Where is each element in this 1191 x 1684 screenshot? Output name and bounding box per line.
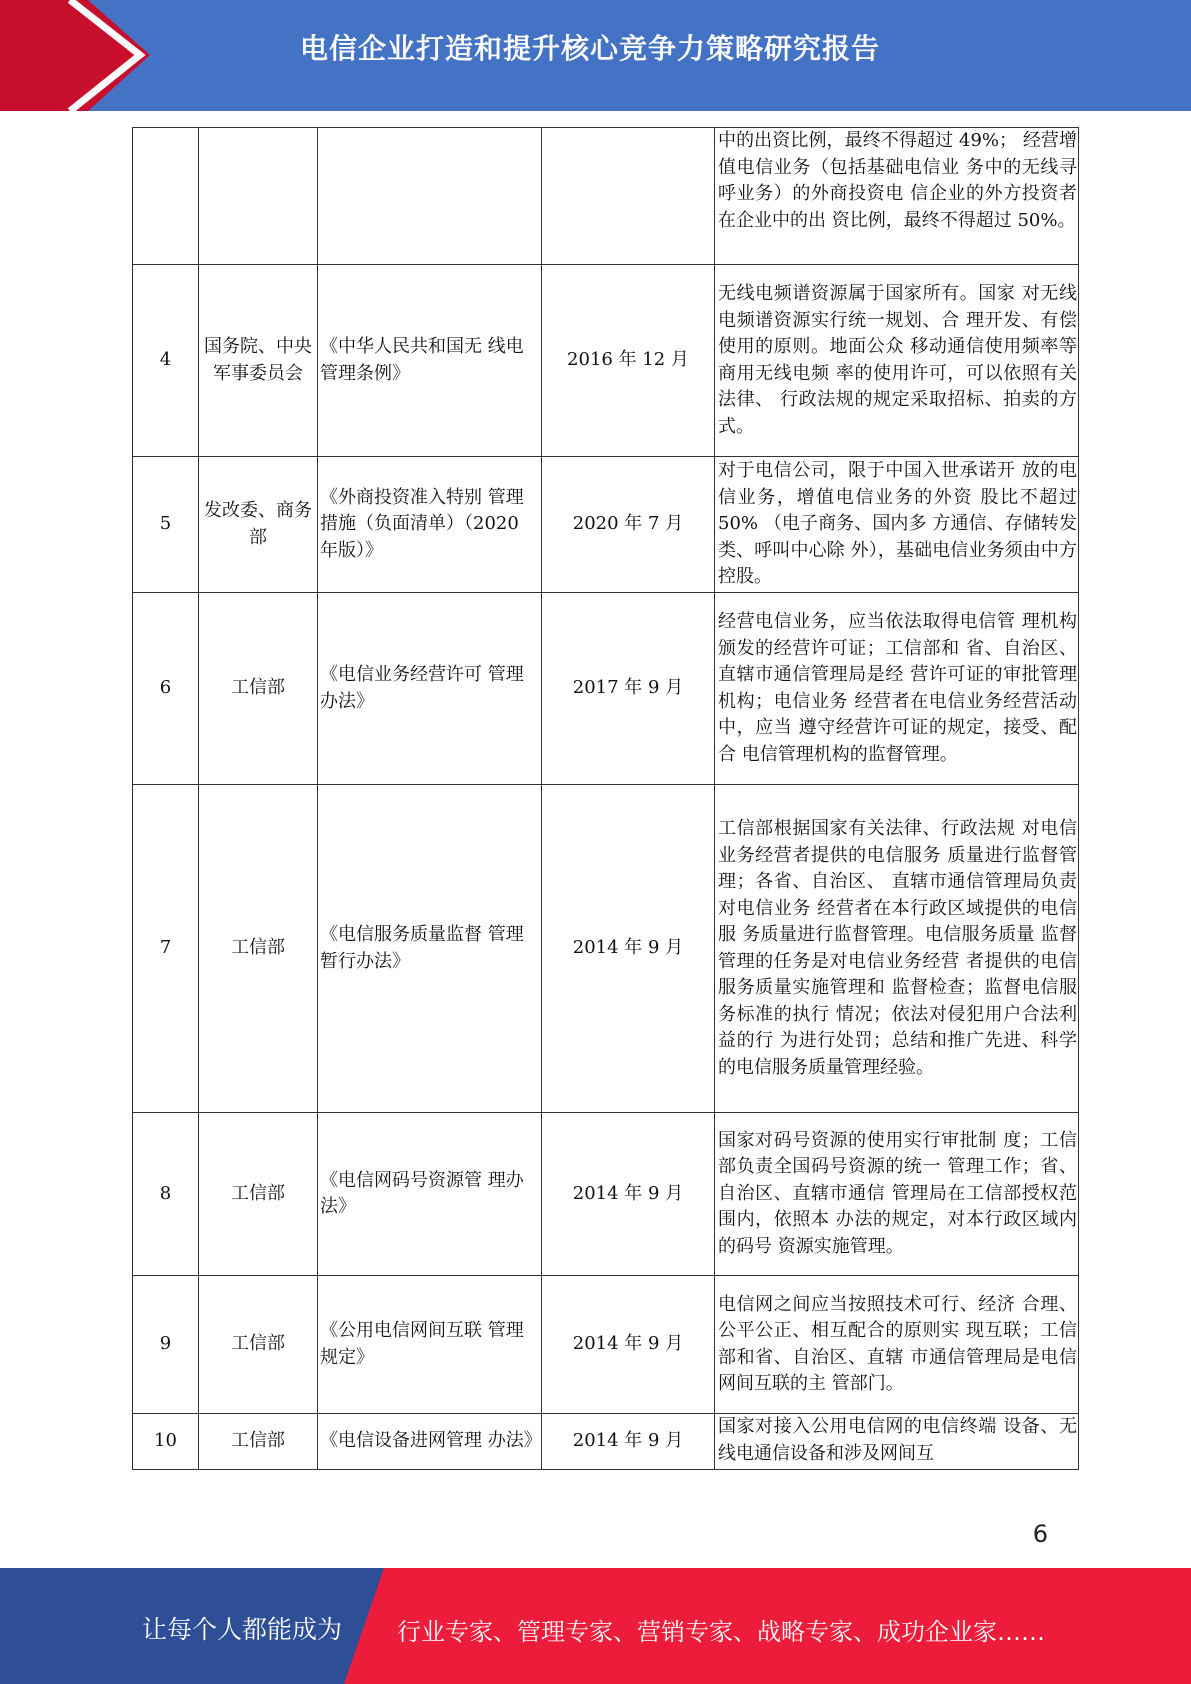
regulation-content-cell: 经营电信业务，应当依法取得电信管 理机构颁发的经营许可证；工信部和 省、自治区、直辖市通信管理局是经 营许可证的审批管理机构；电信业务 经营者在电信业务经营活动中，应当 遵守经营许可证的规定，接受、配合 电信管理机构的监督管理。 [715, 593, 1079, 785]
regulation-content-cell: 中的出资比例，最终不得超过 49%； 经营增值电信业务（包括基础电信业 务中的无线寻呼业务）的外商投资电 信企业的外方投资者在企业中的出 资比例，最终不得超过 50%。 [715, 128, 1079, 265]
row-number-cell: 10 [133, 1414, 199, 1470]
issue-date-cell: 2016 年 12 月 [542, 265, 715, 457]
issuing-organization-cell: 工信部 [199, 785, 318, 1113]
issue-date-cell: 2014 年 9 月 [542, 785, 715, 1113]
issuing-organization-cell: 工信部 [199, 1276, 318, 1414]
regulation-name-cell: 《电信网码号资源管 理办法》 [318, 1113, 542, 1276]
row-number-cell: 5 [133, 457, 199, 593]
regulation-content-cell: 对于电信公司，限于中国入世承诺开 放的电信业务，增值电信业务的外资 股比不超过 50% （电子商务、国内多 方通信、存储转发类、呼叫中心除 外），基础电信业务须由中方控股。 [715, 457, 1079, 593]
table-row [133, 1414, 1079, 1470]
page-header [0, 0, 1191, 111]
issuing-organization-cell: 工信部 [199, 1113, 318, 1276]
row-number-cell [133, 128, 199, 265]
header-title: 电信企业打造和提升核心竞争力策略研究报告 [300, 32, 881, 65]
regulation-name-cell: 《外商投资准入特别 管理措施（负面清单）（2020 年版）》 [318, 457, 542, 593]
regulation-content-cell: 国家对码号资源的使用实行审批制 度；工信部负责全国码号资源的统一 管理工作；省、自治区、直辖市通信 管理局在工信部授权范围内，依照本 办法的规定，对本行政区域内的码号 资源实施管理。 [715, 1113, 1079, 1276]
issue-date-cell: 2014 年 9 月 [542, 1414, 715, 1470]
issue-date-cell: 2017 年 9 月 [542, 593, 715, 785]
issuing-organization-cell [199, 128, 318, 265]
issue-date-cell: 2014 年 9 月 [542, 1113, 715, 1276]
regulation-content-cell: 无线电频谱资源属于国家所有。国家 对无线电频谱资源实行统一规划、合 理开发、有偿使用的原则。地面公众 移动通信使用频率等商用无线电频 率的使用许可，可以依照有关法律、 行政法规的规定采取招标、拍卖的方 式。 [715, 265, 1079, 457]
regulation-name-cell: 《公用电信网间互联 管理规定》 [318, 1276, 542, 1414]
header-red-arrow-decoration [0, 0, 160, 111]
footer-slogan-left: 让每个人都能成为 [142, 1615, 343, 1644]
issuing-organization-cell: 工信部 [199, 593, 318, 785]
regulation-name-cell: 《电信业务经营许可 管理办法》 [318, 593, 542, 785]
table-row [133, 593, 1079, 785]
issuing-organization-cell: 发改委、商务部 [199, 457, 318, 593]
regulation-content-cell: 工信部根据国家有关法律、行政法规 对电信业务经营者提供的电信服务 质量进行监督管理；各省、自治区、 直辖市通信管理局负责对电信业务 经营者在本行政区域提供的电信服 务质量进行监督管理。电信服务质量 监督管理的任务是对电信业务经营 者提供的电信服务质量实施管理和 监督检查；监督电信服务标准的执行 情况；依法对侵犯用户合法利益的行 为进行处罚；总结和推广先进、科学 的电信服务质量管理经验。 [715, 785, 1079, 1113]
row-number-cell: 4 [133, 265, 199, 457]
issue-date-cell [542, 128, 715, 265]
regulations-table [132, 127, 1079, 1470]
regulation-content-cell: 电信网之间应当按照技术可行、经济 合理、公平公正、相互配合的原则实 现互联；工信部和省、自治区、直辖 市通信管理局是电信网间互联的主 管部门。 [715, 1276, 1079, 1414]
row-number-cell: 6 [133, 593, 199, 785]
issue-date-cell: 2020 年 7 月 [542, 457, 715, 593]
issuing-organization-cell: 工信部 [199, 1414, 318, 1470]
row-number-cell: 8 [133, 1113, 199, 1276]
regulation-content-cell: 国家对接入公用电信网的电信终端 设备、无线电通信设备和涉及网间互 [715, 1414, 1079, 1470]
footer-slogan-right: 行业专家、管理专家、营销专家、战略专家、成功企业家…… [397, 1618, 1045, 1646]
regulation-name-cell: 《电信服务质量监督 管理暂行办法》 [318, 785, 542, 1113]
table-row [133, 1276, 1079, 1414]
table-row [133, 457, 1079, 593]
row-number-cell: 7 [133, 785, 199, 1113]
table-row [133, 785, 1079, 1113]
regulation-name-cell: 《电信设备进网管理 办法》 [318, 1414, 542, 1470]
row-number-cell: 9 [133, 1276, 199, 1414]
issuing-organization-cell: 国务院、中央军事委员会 [199, 265, 318, 457]
table-row [133, 265, 1079, 457]
regulation-name-cell [318, 128, 542, 265]
table-row [133, 1113, 1079, 1276]
table-row [133, 128, 1079, 265]
issue-date-cell: 2014 年 9 月 [542, 1276, 715, 1414]
regulation-name-cell: 《中华人民共和国无 线电管理条例》 [318, 265, 542, 457]
page-number: 6 [1032, 1520, 1048, 1548]
